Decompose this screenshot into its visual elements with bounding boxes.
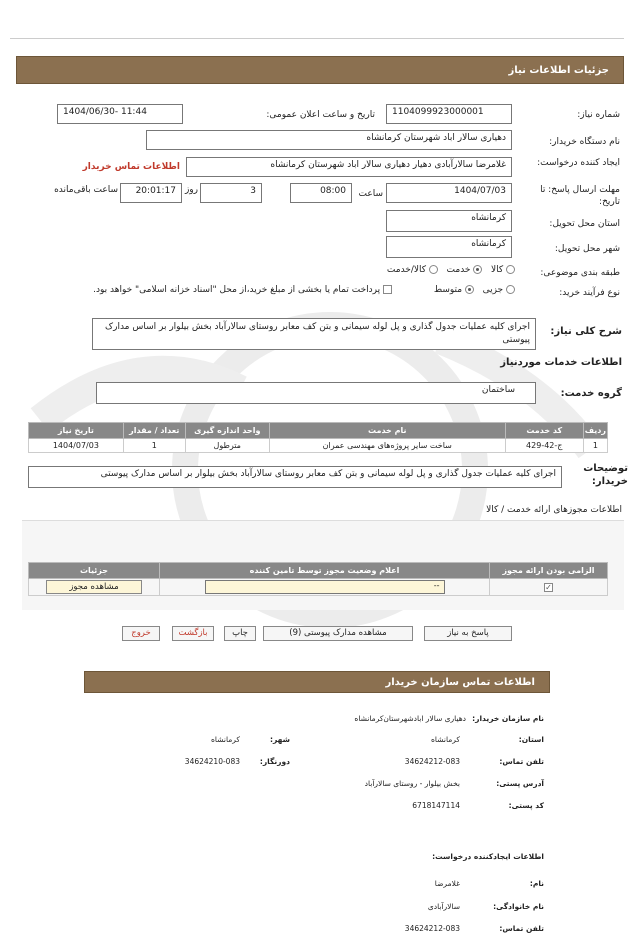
name-value: غلامرضا bbox=[434, 879, 460, 888]
need-number-field: 1104099923000001 bbox=[386, 104, 512, 124]
col-qty: تعداد / مقدار bbox=[123, 423, 185, 439]
province-contact-label: استان: bbox=[518, 735, 544, 744]
cell-details bbox=[29, 579, 160, 596]
permits-title: اطلاعات مجوزهای ارائه خدمت / کالا bbox=[486, 505, 622, 515]
page-title: جزئیات اطلاعات نیاز bbox=[508, 65, 609, 76]
cell-code: ج-42-429 bbox=[505, 439, 583, 453]
table-row bbox=[29, 579, 608, 596]
phone-value: 34624212-083 bbox=[404, 757, 460, 766]
need-number-label: شماره نیاز: bbox=[577, 110, 620, 120]
checkbox-icon[interactable] bbox=[383, 285, 392, 294]
process-options bbox=[400, 285, 515, 295]
col-idx: ردیف bbox=[583, 423, 607, 439]
org-value: دهیاری سالار اباد‌شهرستان‌کرمانشاه bbox=[354, 714, 466, 723]
time-label: ساعت bbox=[358, 189, 383, 199]
service-group-value: ساختمان bbox=[481, 385, 515, 395]
cell-unit: مترطول bbox=[185, 439, 269, 453]
service-group-label: گروه خدمت: bbox=[560, 388, 622, 399]
city-field: کرمانشاه bbox=[386, 236, 512, 258]
creator-title: اطلاعات ایجادکننده درخواست: bbox=[432, 852, 544, 861]
col-details: جزئیات bbox=[29, 563, 160, 579]
contact-header bbox=[84, 671, 550, 693]
attachments-button[interactable]: مشاهده مدارک پیوستی (9) bbox=[263, 626, 413, 641]
city-contact-label: شهر: bbox=[270, 735, 290, 744]
col-name: نام خدمت bbox=[269, 423, 505, 439]
days-label: روز bbox=[184, 185, 198, 195]
services-table bbox=[28, 422, 608, 453]
family-value: سالارآبادی bbox=[427, 902, 460, 911]
phone-label: تلفن تماس: bbox=[499, 757, 544, 766]
services-section-title: اطلاعات خدمات موردنیاز bbox=[500, 357, 622, 368]
process-option-minor: جزیی bbox=[482, 285, 504, 295]
back-button[interactable]: بازگشت bbox=[172, 626, 214, 641]
cell-date: 1404/07/03 bbox=[29, 439, 124, 453]
contact-info-link[interactable]: اطلاعات تماس خریدار bbox=[82, 162, 180, 172]
creator-phone-value: 34624212-083 bbox=[404, 924, 460, 933]
buyer-desc-field: اجرای کلیه عملیات جدول گذاری و پل لوله سیمانی و بتن کف معابر روستای سالارآباد بخش بیلوار بر اساس مدارک پیوستی bbox=[28, 466, 562, 488]
deadline-label: مهلت ارسال پاسخ: تا تاریخ: bbox=[540, 185, 620, 207]
col-status: اعلام وضعیت مجوز توسط تامین کننده bbox=[160, 563, 490, 579]
buyer-desc-label: توضیحات خریدار: bbox=[583, 463, 628, 487]
radio-icon[interactable] bbox=[506, 265, 515, 274]
col-unit: واحد اندازه گیری bbox=[185, 423, 269, 439]
cell-name: ساخت سایر پروژه‌های مهندسی عمران bbox=[269, 439, 505, 453]
summary-field: اجرای کلیه عملیات جدول گذاری و پل لوله سیمانی و بتن کف معابر روستای سالارآباد بخش بیلوار بر اساس مدارک پیوستی bbox=[92, 318, 536, 350]
fax-label: دورنگار: bbox=[259, 757, 290, 766]
permits-table bbox=[28, 562, 608, 596]
category-options bbox=[330, 265, 515, 275]
print-button[interactable]: چاپ bbox=[224, 626, 256, 641]
table-row bbox=[29, 439, 608, 453]
postal-value: 6718147114 bbox=[412, 801, 460, 810]
category-label: طبقه بندی موضوعی: bbox=[540, 268, 620, 278]
summary-label: شرح کلی نیاز: bbox=[550, 326, 622, 337]
days-field: 3 bbox=[200, 183, 262, 203]
radio-icon[interactable] bbox=[506, 285, 515, 294]
city-label: شهر محل تحویل: bbox=[554, 244, 620, 254]
org-label: نام سازمان خریدار: bbox=[472, 714, 544, 723]
process-label: نوع فرآیند خرید: bbox=[559, 288, 620, 298]
cell-required bbox=[490, 579, 608, 596]
radio-icon[interactable] bbox=[465, 285, 474, 294]
contact-title: اطلاعات تماس سازمان خریدار bbox=[385, 677, 535, 688]
province-label: استان محل تحویل: bbox=[549, 219, 620, 229]
remaining-label: ساعت باقی‌مانده bbox=[54, 185, 118, 195]
buyer-org-field: دهیاری سالار اباد شهرستان کرمانشاه bbox=[146, 130, 512, 150]
deadline-date-field: 1404/07/03 bbox=[386, 183, 512, 203]
treasury-note-text: پرداخت تمام یا بخشی از مبلغ خرید،از محل "اسناد خزانه اسلامی" خواهد بود. bbox=[93, 285, 381, 295]
city-contact-value: کرمانشاه bbox=[210, 735, 240, 744]
process-option-medium: متوسط bbox=[433, 285, 463, 295]
table-header-row bbox=[29, 423, 608, 439]
category-option-goods-service: کالا/خدمت bbox=[386, 265, 427, 275]
exit-button[interactable]: خروج bbox=[122, 626, 160, 641]
radio-icon[interactable] bbox=[429, 265, 438, 274]
cell-status bbox=[160, 579, 490, 596]
address-label: آدرس پستی: bbox=[496, 779, 544, 788]
province-field: کرمانشاه bbox=[386, 210, 512, 232]
postal-label: کد پستی: bbox=[508, 801, 544, 810]
permits-header-row bbox=[29, 563, 608, 579]
category-option-goods: کالا bbox=[490, 265, 504, 275]
col-code: کد خدمت bbox=[505, 423, 583, 439]
address-value: بخش بیلوار - روستای سالارآباد bbox=[364, 779, 460, 788]
view-permit-button[interactable]: مشاهده مجوز bbox=[46, 580, 142, 594]
announce-label: تاریخ و ساعت اعلان عمومی: bbox=[266, 110, 375, 120]
reply-button[interactable]: پاسخ به نیاز bbox=[424, 626, 512, 641]
announce-field: 1404/06/30- 11:44 bbox=[57, 104, 183, 124]
permit-status-field[interactable]: -- bbox=[205, 580, 445, 594]
name-label: نام: bbox=[529, 879, 544, 888]
buyer-org-label: نام دستگاه خریدار: bbox=[549, 137, 620, 147]
creator-label: ایجاد کننده درخواست: bbox=[537, 158, 620, 168]
treasury-note bbox=[20, 285, 392, 295]
col-date: تاریخ نیاز bbox=[29, 423, 124, 439]
category-option-service: خدمت bbox=[446, 265, 471, 275]
top-divider bbox=[10, 38, 624, 39]
radio-icon[interactable] bbox=[473, 265, 482, 274]
page-header bbox=[16, 56, 624, 84]
deadline-time-field: 08:00 bbox=[290, 183, 352, 203]
province-contact-value: کرمانشاه bbox=[430, 735, 460, 744]
fax-value: 34624210-083 bbox=[184, 757, 240, 766]
remaining-field: 20:01:17 bbox=[120, 183, 182, 203]
col-required: الزامی بودن ارائه مجوز bbox=[490, 563, 608, 579]
service-group-field bbox=[96, 382, 536, 404]
creator-phone-label: تلفن تماس: bbox=[499, 924, 544, 933]
checkbox-icon[interactable]: ✓ bbox=[545, 582, 552, 592]
family-label: نام خانوادگی: bbox=[493, 902, 544, 911]
creator-field: غلامرضا سالارآبادی دهیار دهیاری سالار اباد شهرستان کرمانشاه bbox=[186, 157, 512, 177]
cell-idx: 1 bbox=[583, 439, 607, 453]
cell-qty: 1 bbox=[123, 439, 185, 453]
